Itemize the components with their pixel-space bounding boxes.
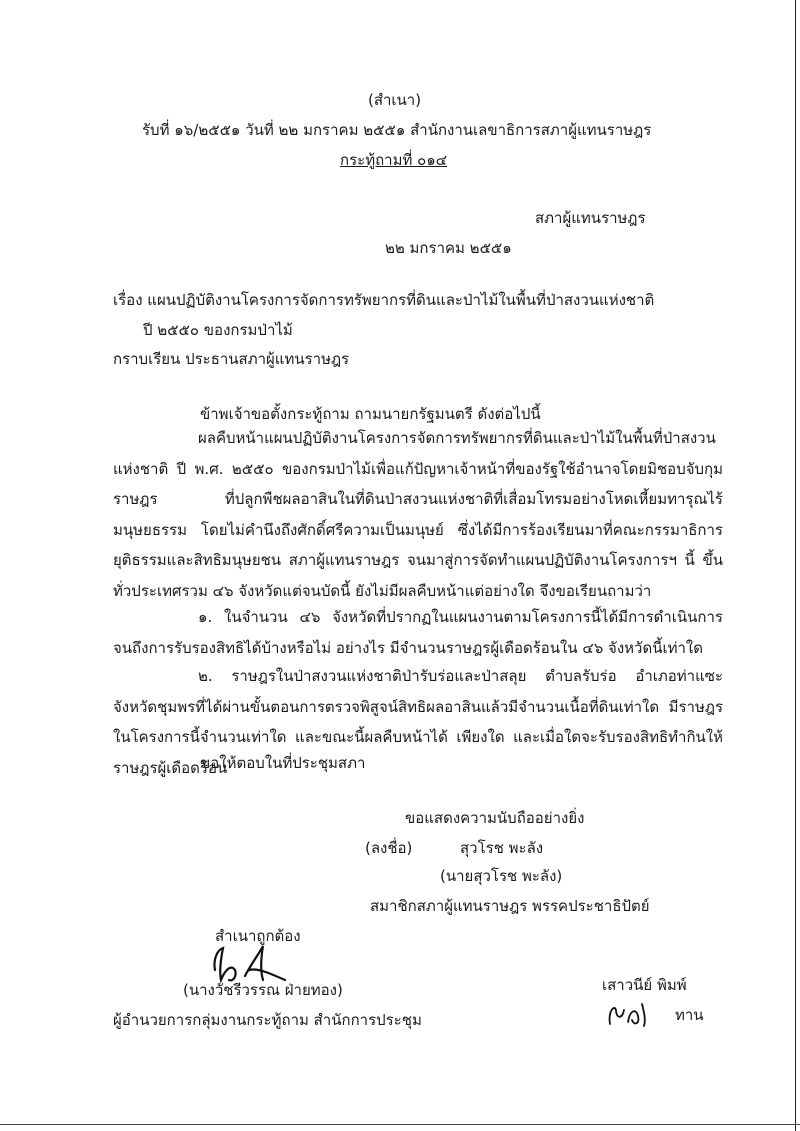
certified-copy-label: สำเนาถูกต้อง — [215, 927, 301, 945]
intro-text: ข้าพเจ้าขอตั้งกระทู้ถาม ถามนายกรัฐมนตรี ดังต่อไปนี้ — [200, 405, 541, 423]
certifier-name: (นางวัชรีวรรณ ฝ่ายทอง) — [183, 981, 343, 999]
signed-prefix: (ลงชื่อ) — [365, 839, 413, 857]
body-paragraph — [113, 423, 723, 606]
sender-place: สภาผู้แทนราษฎร — [535, 209, 646, 227]
page-border-right — [795, 0, 796, 1131]
checker-initials — [604, 996, 652, 1030]
subject-line-1: เรื่อง แผนปฏิบัติงานโครงการจัดการทรัพยากรที่ดินและป่าไม้ในพื้นที่ป่าสงวนแห่งชาติ — [113, 291, 655, 309]
question-number: กระทู้ถามที่ ๐๑๔ — [340, 151, 448, 169]
typist-name: เสาวนีย์ พิมพ์ — [602, 976, 687, 994]
closing-regards: ขอแสดงความนับถืออย่างยิ่ง — [405, 809, 585, 827]
subject-line-2: ปี ๒๕๕๐ ของกรมป่าไม้ — [143, 321, 293, 339]
page-border-bottom — [0, 1124, 800, 1125]
certifier-title: ผู้อำนวยการกลุ่มงานกระทู้ถาม สำนักการประชุม — [113, 1011, 422, 1029]
answer-request: ขอให้ตอบในที่ประชุมสภา — [200, 754, 366, 772]
copy-mark: (สำเนา) — [368, 91, 422, 109]
signed-name: สุวโรช พะลัง — [460, 839, 544, 857]
received-line: รับที่ ๑๖/๒๕๕๑ วันที่ ๒๒ มกราคม ๒๕๕๑ สำนักงานเลขาธิการสภาผู้แทนราษฎร — [142, 121, 652, 139]
letter-date: ๒๒ มกราคม ๒๕๕๑ — [385, 239, 512, 257]
signer-position: สมาชิกสภาผู้แทนราษฎร พรรคประชาธิปัตย์ — [370, 897, 650, 915]
salutation: กราบเรียน ประธานสภาผู้แทนราษฎร — [113, 350, 350, 368]
item-2-text: ๒. ราษฎรในป่าสงวนแห่งชาติป่ารับร่อและป่าสลุย ตำบลรับร่อ อำเภอท่าแซะ จังหวัดชุมพรที่ได้ผ่านขั้นตอนการตรวจพิสูจน์สิทธิผลอาสินแล้วมีจำนวนเนื้อที่ดินเท่าใด มีราษฎรในโครงการนี้จำนวนเท่าใด และขณะนี้ผลคืบหน้าได้ เพียงใด และเมื่อใดจะรับรองสิทธิทำกินให้ราษฎรผู้เดือดร้อน — [113, 667, 723, 777]
paragraph-text: ผลคืบหน้าแผนปฏิบัติงานโครงการจัดการทรัพยากรที่ดินและป่าไม้ในพื้นที่ป่าสงวนแห่งชาติ ปี พ.ศ. ๒๕๕๐ ของกรมป่าไม้เพื่อแก้ปัญหาเจ้าหน้าที่ของรัฐใช้อำนาจโดยมิชอบจับกุมราษฎร ที่ปลูกพืชผลอาสินในที่ดินป่าสงวนแห่งชาติที่เสื่อมโทรมอย่างโหดเหี้ยมทารุณไร้มนุษยธรรม โดยไม่คำนึงถึงศักดิ์ศรีความเป็นมนุษย์ ซึ่งได้มีการร้องเรียนมาที่คณะกรรมาธิการยุติธรรมและสิทธิมนุษยชน สภาผู้แทนราษฎร จนมาสู่การจัดทำแผนปฏิบัติงานโครงการฯ นี้ ขึ้นทั่วประเทศรวม ๔๖ จังหวัดแต่จนบัดนี้ ยังไม่มีผลคืบหน้าแต่อย่างใด จึงขอเรียนถามว่า — [113, 429, 723, 600]
item-1-text: ๑. ในจำนวน ๔๖ จังหวัดที่ปรากฏในแผนงานตามโครงการนี้ได้มีการดำเนินการ จนถึงการรับรองสิทธิได้บ้างหรือไม่ อย่างไร มีจำนวนราษฎรผู้เดือดร้อนใน ๔๖ จังหวัดนี้เท่าใด — [113, 608, 723, 657]
signer-full-name: (นายสุวโรช พะลัง) — [440, 867, 563, 885]
question-item-1 — [113, 602, 723, 663]
checker-suffix: ทาน — [675, 1006, 704, 1024]
